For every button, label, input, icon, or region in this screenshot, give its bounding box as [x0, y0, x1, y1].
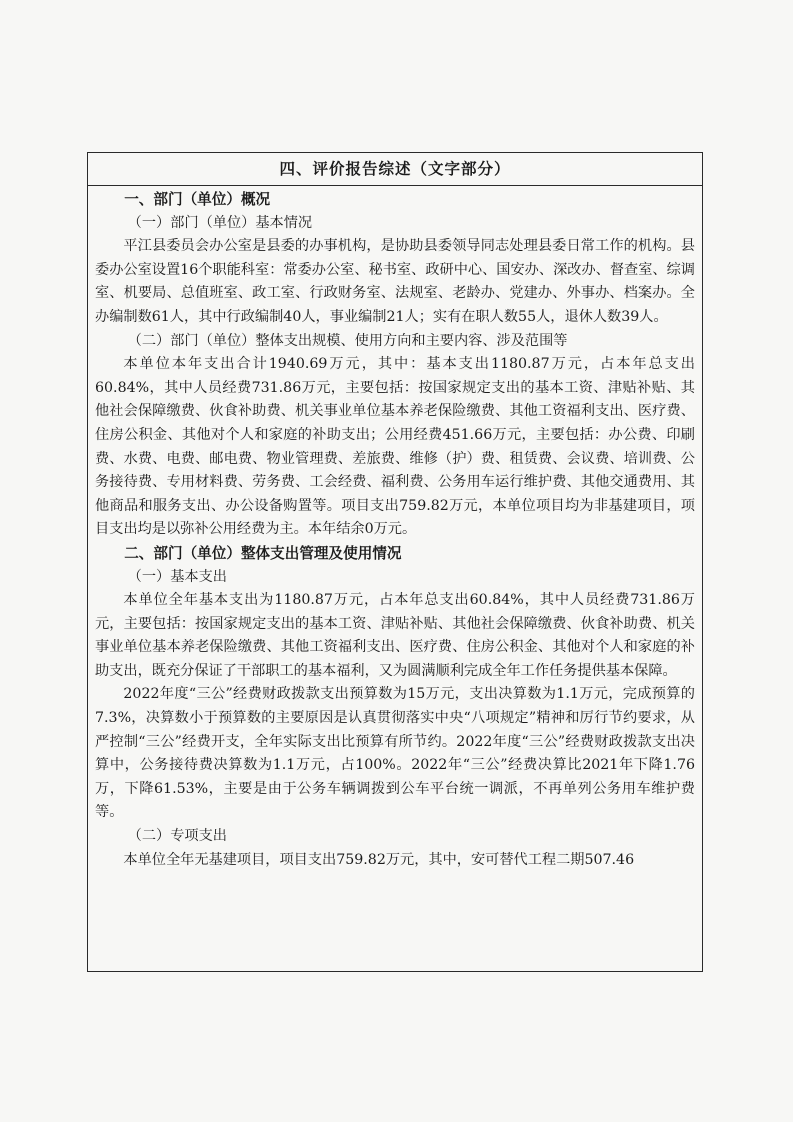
report-frame [87, 152, 703, 972]
report-title: 四、评价报告综述（文字部分） [88, 153, 702, 186]
subsection-heading: （一）基本支出 [127, 568, 227, 585]
subsection-heading: （二）专项支出 [127, 828, 227, 845]
subsection-heading: （一）部门（单位）基本情况 [127, 214, 313, 231]
paragraph: 本单位本年支出合计1940.69万元，其中：基本支出1180.87万元，占本年总支出60.84%，其中人员经费731.86万元，主要包括：按国家规定支出的基本工资、津贴补贴、其他社会保障缴费、伙食补助费、机关事业单位基本养老保险缴费、其他工资福利支出、医疗费、住房公积金、其他对个人和家庭的补助支出；公用经费451.66万元，主要包括：办公费、印刷费、水费、电费、邮电费、物业管理费、差旅费、维修（护）费、租赁费、会议费、培训费、公务接待费、专用材料费、劳务费、工会经费、福利费、公务用车运行维护费、其他交通费用、其他商品和服务支出、办公设备购置等。项目支出759.82万元，本单位项目均为非基建项目，项目支出均是以弥补公用经费为主。本年结余0万元。 [95, 356, 695, 538]
section-heading: 二、部门（单位）整体支出管理及使用情况 [124, 544, 402, 562]
subsection-heading: （二）部门（单位）整体支出规模、使用方向和主要内容、涉及范围等 [127, 332, 568, 349]
paragraph: 本单位全年基本支出为1180.87万元，占本年总支出60.84%，其中人员经费731.86万元，主要包括：按国家规定支出的基本工资、津贴补贴、其他社会保障缴费、伙食补助费、机关事业单位基本养老保险缴费、其他工资福利支出、医疗费、住房公积金、其他对个人和家庭的补助支出，既充分保证了干部职工的基本福利，又为圆满顺利完成全年工作任务提供基本保障。 [95, 592, 695, 679]
section-heading: 一、部门（单位）概况 [124, 191, 271, 208]
paragraph: 2022年度“三公”经费财政拨款支出预算数为15万元，支出决算数为1.1万元，完成预算的7.3%，决算数小于预算数的主要原因是认真贯彻落实中央“八项规定”精神和厉行节约要求，从严控制“三公”经费开支，全年实际支出比预算有所节约。2022年度“三公”经费财政拨款支出决算中，公务接待费决算数为1.1万元，占100%。2022年“三公”经费决算比2021年下降1.76万，下降61.53%，主要是由于公务车辆调拨到公车平台统一调派，不再单列公务用车维护费等。 [95, 686, 695, 821]
paragraph: 平江县委员会办公室是县委的办事机构，是协助县委领导同志处理县委日常工作的机构。县委办公室设置16个职能科室：常委办公室、秘书室、政研中心、国安办、深改办、督查室、综调室、机要局、总值班室、政工室、行政财务室、法规室、老龄办、党建办、外事办、档案办。全办编制数61人，其中行政编制40人，事业编制21人；实有在职人数55人，退休人数39人。 [95, 238, 695, 325]
paragraph: 本单位全年无基建项目，项目支出759.82万元，其中，安可替代工程二期507.46 [123, 851, 635, 868]
report-body [88, 186, 702, 872]
